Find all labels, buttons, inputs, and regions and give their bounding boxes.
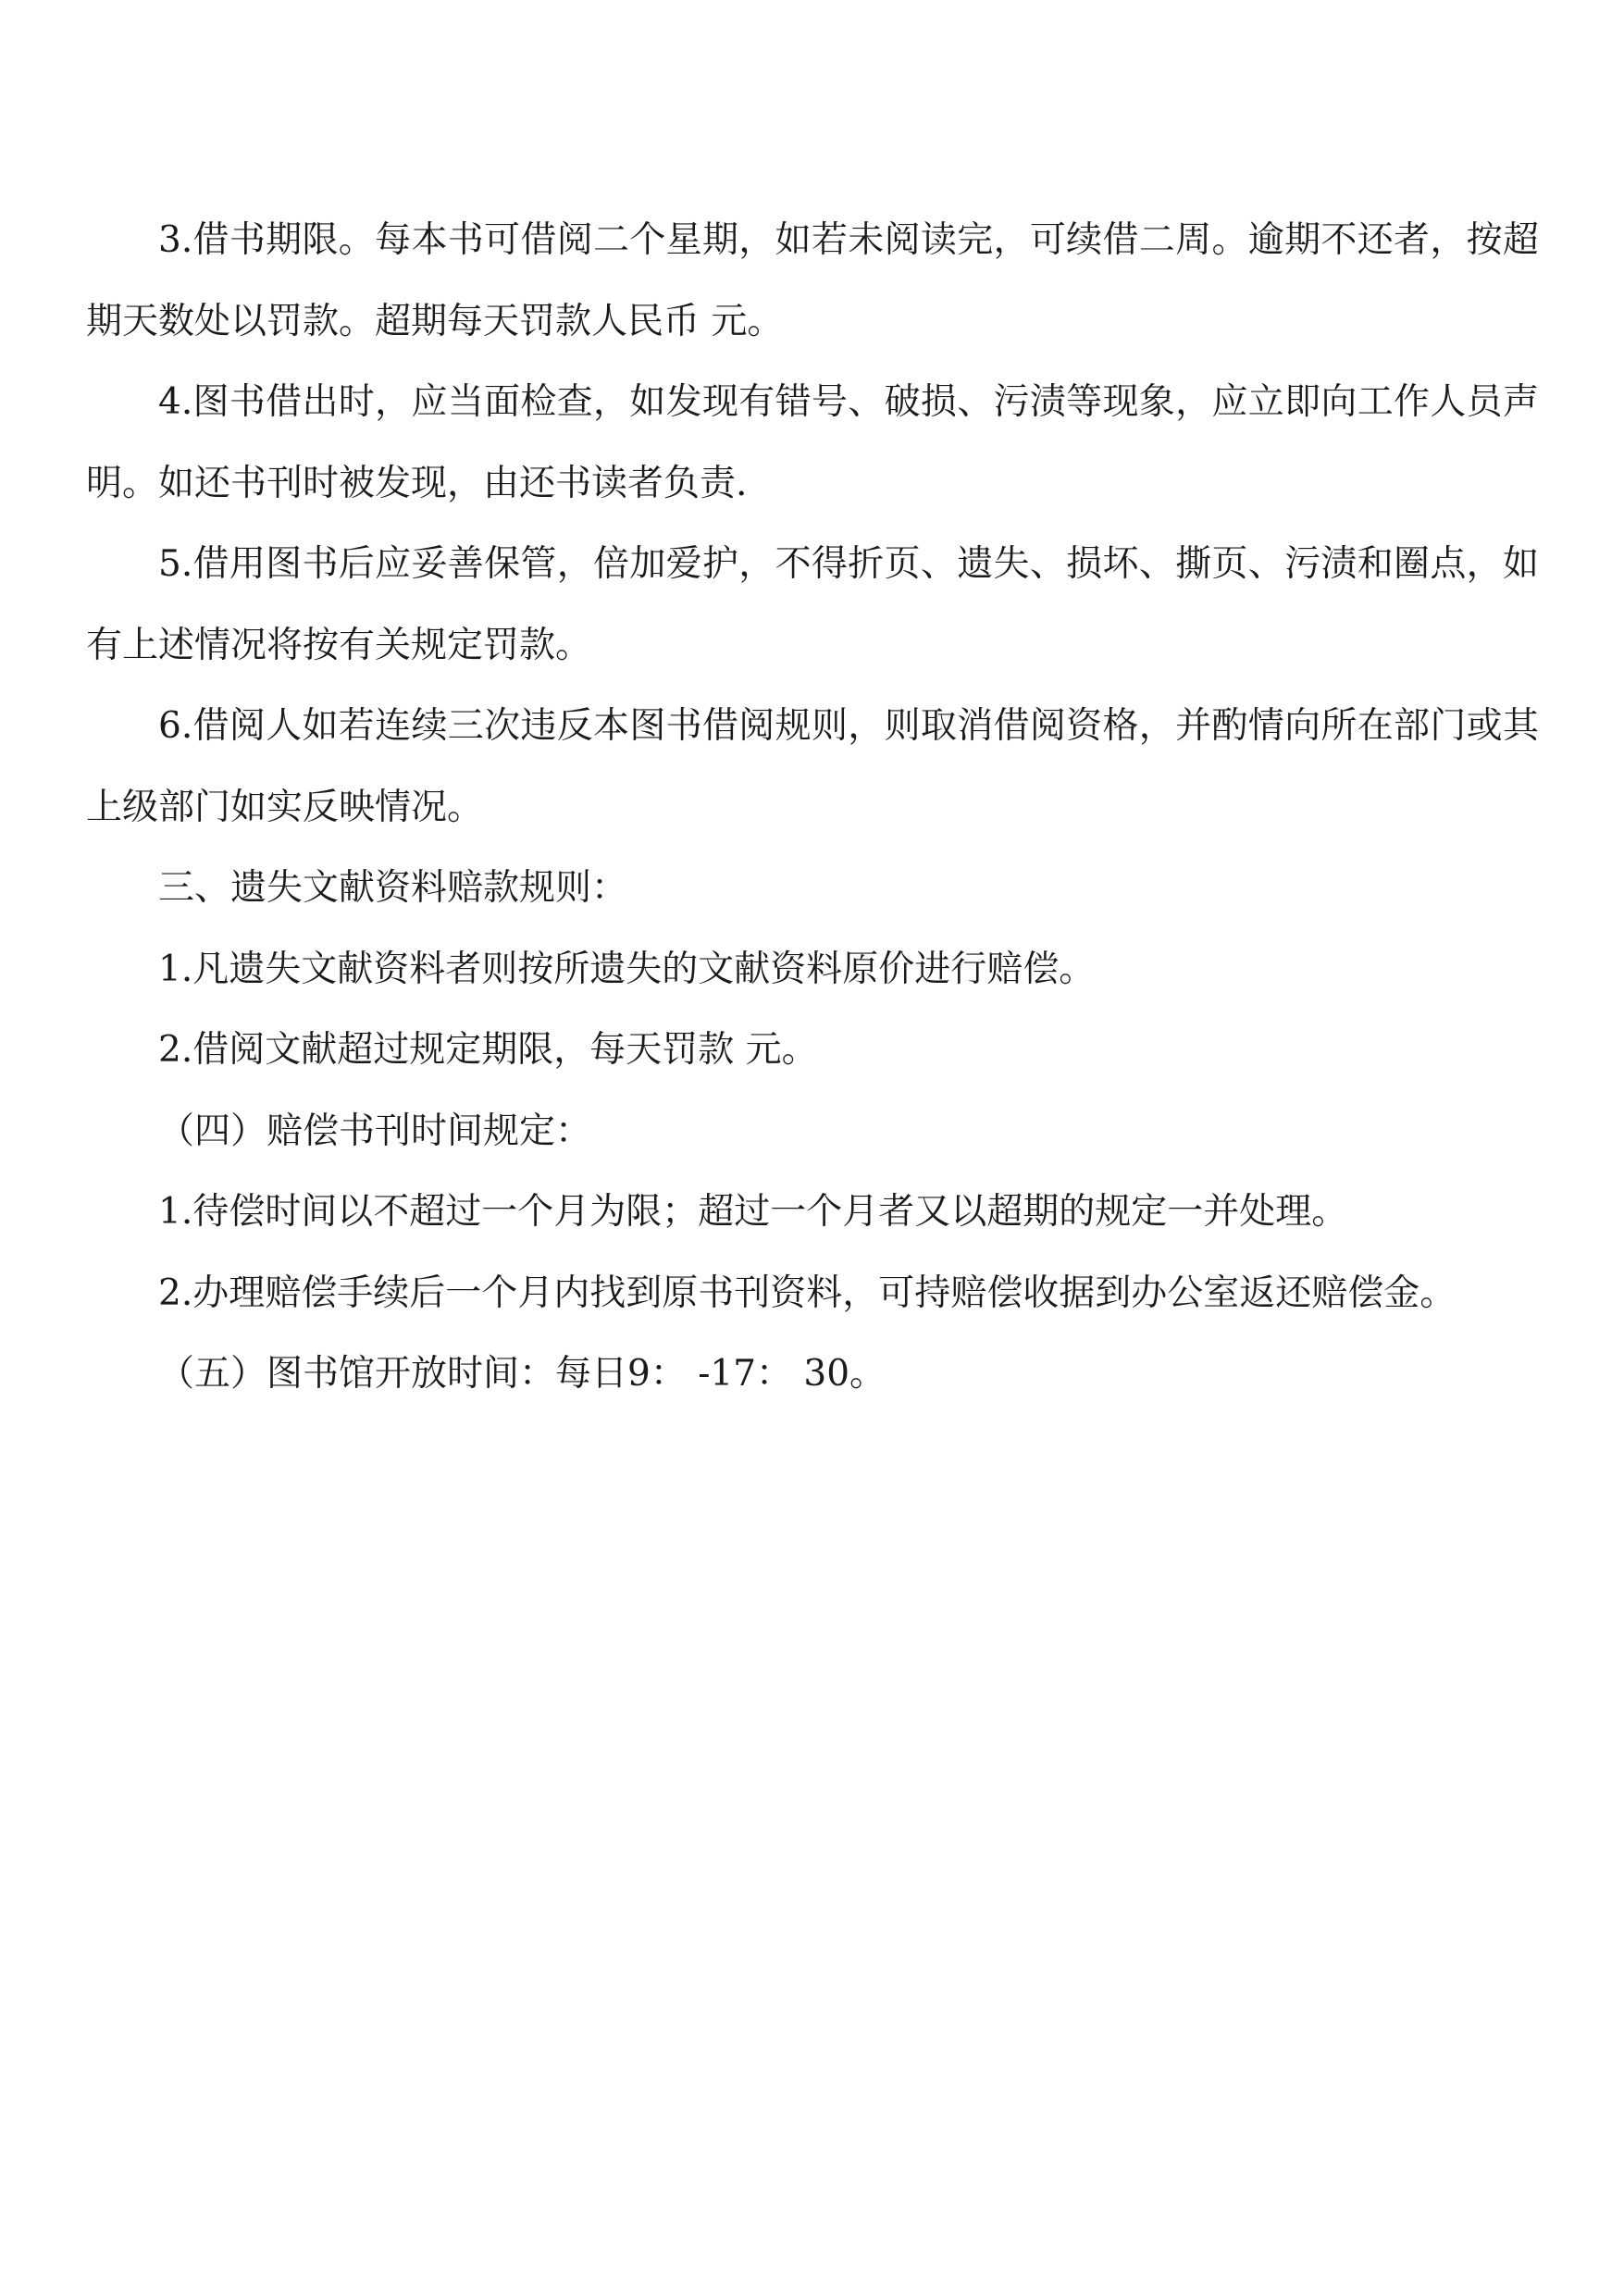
section-heading-compensation-time: （四）赔偿书刊时间规定： [158, 1110, 592, 1152]
paragraph-overdue-fine: 2.借阅文献超过规定期限，每天罚款 元。 [158, 1029, 818, 1071]
paragraph-inspection-on-checkout: 4.图书借出时，应当面检查，如发现有错号、破损、污渍等现象，应立即向工作人员声明。如还书刊时被发现，由还书读者负责. [86, 381, 1539, 504]
paragraph-book-care: 5.借用图书后应妥善保管，倍加爱护，不得折页、遗失、损坏、撕页、污渍和圈点，如有上述情况将按有关规定罚款。 [86, 543, 1539, 666]
document-body [86, 200, 1539, 1415]
section-heading-lost-materials: 三、遗失文献资料赔款规则： [158, 867, 628, 909]
paragraph-lost-compensation: 1.凡遗失文献资料者则按所遗失的文献资料原价进行赔偿。 [158, 948, 1096, 990]
paragraph-violation-penalty: 6.借阅人如若连续三次违反本图书借阅规则，则取消借阅资格，并酌情向所在部门或其上级部门如实反映情况。 [86, 705, 1539, 828]
paragraph-borrowing-period: 3.借书期限。每本书可借阅二个星期，如若未阅读完，可续借二周。逾期不还者，按超期天数处以罚款。超期每天罚款人民币 元。 [86, 219, 1539, 342]
paragraph-opening-hours: （五）图书馆开放时间：每日9： -17： 30。 [158, 1353, 886, 1395]
paragraph-refund-on-recovery: 2.办理赔偿手续后一个月内找到原书刊资料，可持赔偿收据到办公室返还赔偿金。 [158, 1272, 1457, 1314]
paragraph-compensation-deadline: 1.待偿时间以不超过一个月为限；超过一个月者又以超期的规定一并处理。 [158, 1191, 1348, 1233]
